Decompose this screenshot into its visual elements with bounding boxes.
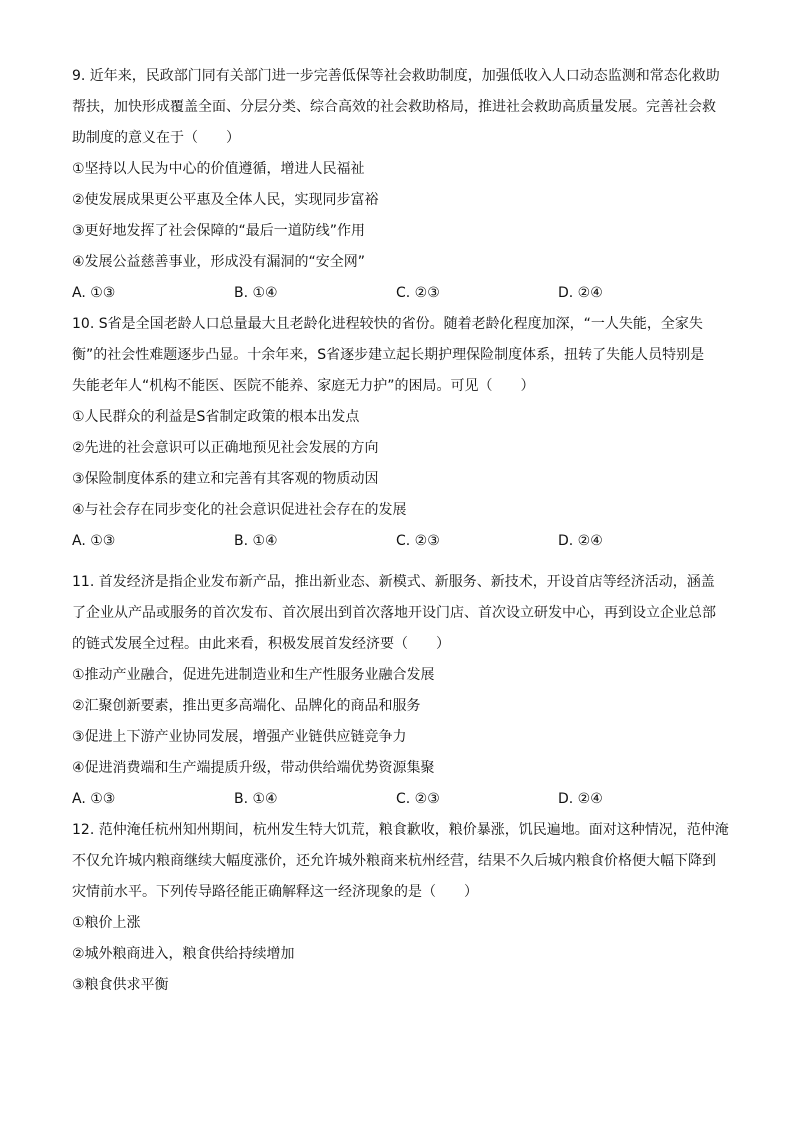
question-stem-line: 的链式发展全过程。由此来看，积极发展首发经济要（ ） — [72, 636, 450, 652]
option-a[interactable]: A. ①③ — [72, 533, 116, 549]
question-stem-line: 灾情前水平。下列传导路径能正确解释这一经济现象的是（ ） — [72, 884, 478, 900]
question-stem-line: 了企业从产品或服务的首次发布、首次展出到首次落地开设门店、首次设立研发中心，再到设立企业总部 — [72, 605, 716, 621]
question-stem-line: 9. 近年来，民政部门同有关部门进一步完善低保等社会救助制度，加强低收入人口动态监测和常态化救助 — [72, 68, 720, 84]
statement-item: ②先进的社会意识可以正确地预见社会发展的方向 — [72, 440, 379, 456]
option-c[interactable]: C. ②③ — [396, 285, 440, 301]
statement-item: ①坚持以人民为中心的价值遵循，增进人民福祉 — [72, 161, 365, 177]
option-a[interactable]: A. ①③ — [72, 285, 116, 301]
question-stem-line: 助制度的意义在于（ ） — [72, 130, 240, 146]
question-12 — [72, 820, 732, 995]
answer-options — [72, 283, 732, 303]
question-10 — [72, 314, 732, 551]
statement-item: ③促进上下游产业协同发展，增强产业链供应链竞争力 — [72, 729, 407, 745]
statement-item: ④与社会存在同步变化的社会意识促进社会存在的发展 — [72, 502, 407, 518]
statement-item: ②汇聚创新要素，推出更多高端化、品牌化的商品和服务 — [72, 698, 421, 714]
option-d[interactable]: D. ②④ — [558, 791, 603, 807]
statement-item: ②使发展成果更公平惠及全体人民，实现同步富裕 — [72, 192, 379, 208]
question-stem-line: 12. 范仲淹任杭州知州期间，杭州发生特大饥荒，粮食歉收，粮价暴涨，饥民遍地。面对这种情况，范仲淹 — [72, 822, 729, 838]
option-c[interactable]: C. ②③ — [396, 533, 440, 549]
question-11 — [72, 572, 732, 809]
question-stem-line: 11. 首发经济是指企业发布新产品，推出新业态、新模式、新服务、新技术，开设首店等经济活动，涵盖 — [72, 574, 715, 590]
statement-item: ④发展公益慈善事业，形成没有漏洞的“安全网” — [72, 254, 366, 270]
statement-item: ①粮价上涨 — [72, 915, 141, 931]
statement-item: ③更好地发挥了社会保障的“最后一道防线”作用 — [72, 223, 366, 239]
answer-options — [72, 531, 732, 551]
question-9 — [72, 66, 732, 303]
question-stem-line: 10. S省是全国老龄人口总量最大且老龄化进程较快的省份。随着老龄化程度加深，“一人失能，全家失 — [72, 316, 703, 332]
exam-page — [72, 66, 732, 1006]
option-d[interactable]: D. ②④ — [558, 285, 603, 301]
answer-options — [72, 789, 732, 809]
statement-item: ③粮食供求平衡 — [72, 977, 169, 993]
option-d[interactable]: D. ②④ — [558, 533, 603, 549]
option-b[interactable]: B. ①④ — [234, 791, 278, 807]
statement-item: ①推动产业融合，促进先进制造业和生产性服务业融合发展 — [72, 667, 435, 683]
question-stem-line: 帮扶，加快形成覆盖全面、分层分类、综合高效的社会救助格局，推进社会救助高质量发展。完善社会救 — [72, 99, 716, 115]
statement-item: ②城外粮商进入，粮食供给持续增加 — [72, 946, 295, 962]
question-stem-line: 不仅允许城内粮商继续大幅度涨价，还允许城外粮商来杭州经营，结果不久后城内粮食价格便大幅下降到 — [72, 853, 716, 869]
statement-item: ④促进消费端和生产端提质升级，带动供给端优势资源集聚 — [72, 760, 435, 776]
option-a[interactable]: A. ①③ — [72, 791, 116, 807]
option-b[interactable]: B. ①④ — [234, 533, 278, 549]
question-stem-line: 失能老年人“机构不能医、医院不能养、家庭无力护”的困局。可见（ ） — [72, 378, 535, 394]
question-stem-line: 衡”的社会性难题逐步凸显。十余年来，S省逐步建立起长期护理保险制度体系，扭转了失能人员特别是 — [72, 347, 705, 363]
statement-item: ①人民群众的利益是S省制定政策的根本出发点 — [72, 409, 360, 425]
option-b[interactable]: B. ①④ — [234, 285, 278, 301]
option-c[interactable]: C. ②③ — [396, 791, 440, 807]
statement-item: ③保险制度体系的建立和完善有其客观的物质动因 — [72, 471, 379, 487]
